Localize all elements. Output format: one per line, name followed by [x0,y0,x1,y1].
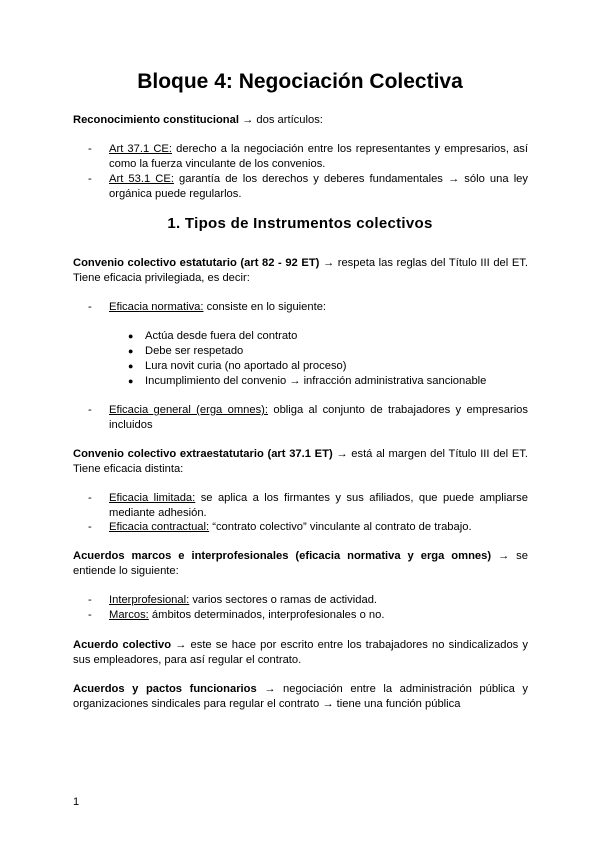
bullet-marker: ● [128,346,134,356]
dash-marker: - [88,301,92,313]
item-text: derecho a la negociación entre los representantes y empresarios, así como la fuerza vinculante de los convenios. [109,143,529,170]
recon-text: → dos artículos: [238,114,323,126]
bullet-marker: ● [128,361,134,371]
funcionarios-heading: Acuerdos y pactos funcionarios [73,683,257,695]
bullet-item [128,329,528,344]
recon-heading: Reconocimiento constitucional [73,114,239,126]
bullet-marker: ● [128,331,134,341]
dash-marker: - [88,143,92,155]
item-label: Eficacia limitada: [109,492,196,504]
extra-heading: Convenio colectivo extraestatutario (art 37.1 ET) [73,448,333,460]
item-text: consiste en lo siguiente: [203,301,327,313]
extra-paragraph [73,447,528,477]
dash-marker: - [88,521,92,533]
marcos-text: → se entiende lo siguiente: [73,550,528,577]
dash-marker: - [88,492,92,504]
funcionarios-text: → negociación entre la administración pública y organizaciones sindicales para regular el contrato → tiene una función pública [73,683,529,710]
item-text: garantía de los derechos y deberes fundamentales → sólo una ley orgánica puede regularlos. [109,173,528,200]
item-label: Art 53.1 CE: [109,173,174,185]
item-text: “contrato colectivo” vinculante al contrato de trabajo. [209,521,472,533]
bullet-item [128,374,528,389]
item-label: Eficacia general (erga omnes): [109,404,269,416]
recon-paragraph [73,113,528,128]
section-heading: 1. Tipos de Instrumentos colectivos [167,215,433,232]
marcos-paragraph [73,549,528,579]
dash-marker: - [88,609,92,621]
item-label: Marcos: [109,609,149,621]
item-label: Eficacia normativa: [109,301,204,313]
item-label: Art 37.1 CE: [109,143,172,155]
document-title: Bloque 4: Negociación Colectiva [137,70,463,93]
acuerdo-heading: Acuerdo colectivo [73,639,172,651]
marcos-item-1 [88,593,528,608]
normativa-item [88,300,528,315]
extra-item-1 [88,491,528,521]
acuerdo-paragraph [73,638,528,668]
estatutario-paragraph [73,256,528,286]
funcionarios-paragraph [73,682,528,712]
dash-marker: - [88,594,92,606]
recon-item-1 [88,142,528,172]
item-text: se aplica a los firmantes y sus afiliados, que puede ampliarse mediante adhesión. [109,492,528,519]
item-label: Interprofesional: [109,594,190,606]
item-text: obliga al conjunto de trabajadores y empresarios incluidos [109,404,528,431]
marcos-heading: Acuerdos marcos e interprofesionales (eficacia normativa y erga omnes) [73,550,492,562]
estatutario-text: → respeta las reglas del Título III del ET. Tiene eficacia privilegiada, es decir: [73,257,529,284]
bullet-text: Debe ser respetado [145,345,244,357]
item-text: ámbitos determinados, interprofesionales o no. [148,609,385,621]
bullet-item [128,344,528,359]
item-label: Eficacia contractual: [109,521,210,533]
general-item [88,403,528,433]
recon-item-2 [88,172,528,202]
extra-text: → está al margen del Título III del ET. Tiene eficacia distinta: [73,448,528,475]
extra-item-2 [88,520,528,535]
bullet-text: Incumplimiento del convenio → infracción administrativa sancionable [145,375,487,387]
dash-marker: - [88,404,92,416]
bullet-text: Actúa desde fuera del contrato [145,330,298,342]
dash-marker: - [88,173,92,185]
estatutario-heading: Convenio colectivo estatutario (art 82 - 92 ET) [73,257,320,269]
page-number: 1 [73,796,80,808]
item-text: varios sectores o ramas de actividad. [189,594,378,606]
bullet-item [128,359,528,374]
acuerdo-text: → este se hace por escrito entre los trabajadores no sindicalizados y sus empleadores, para así regular el contrato. [73,639,529,666]
bullet-marker: ● [128,376,134,386]
marcos-item-2 [88,608,528,623]
bullet-text: Lura novit curia (no aportado al proceso) [145,360,347,372]
